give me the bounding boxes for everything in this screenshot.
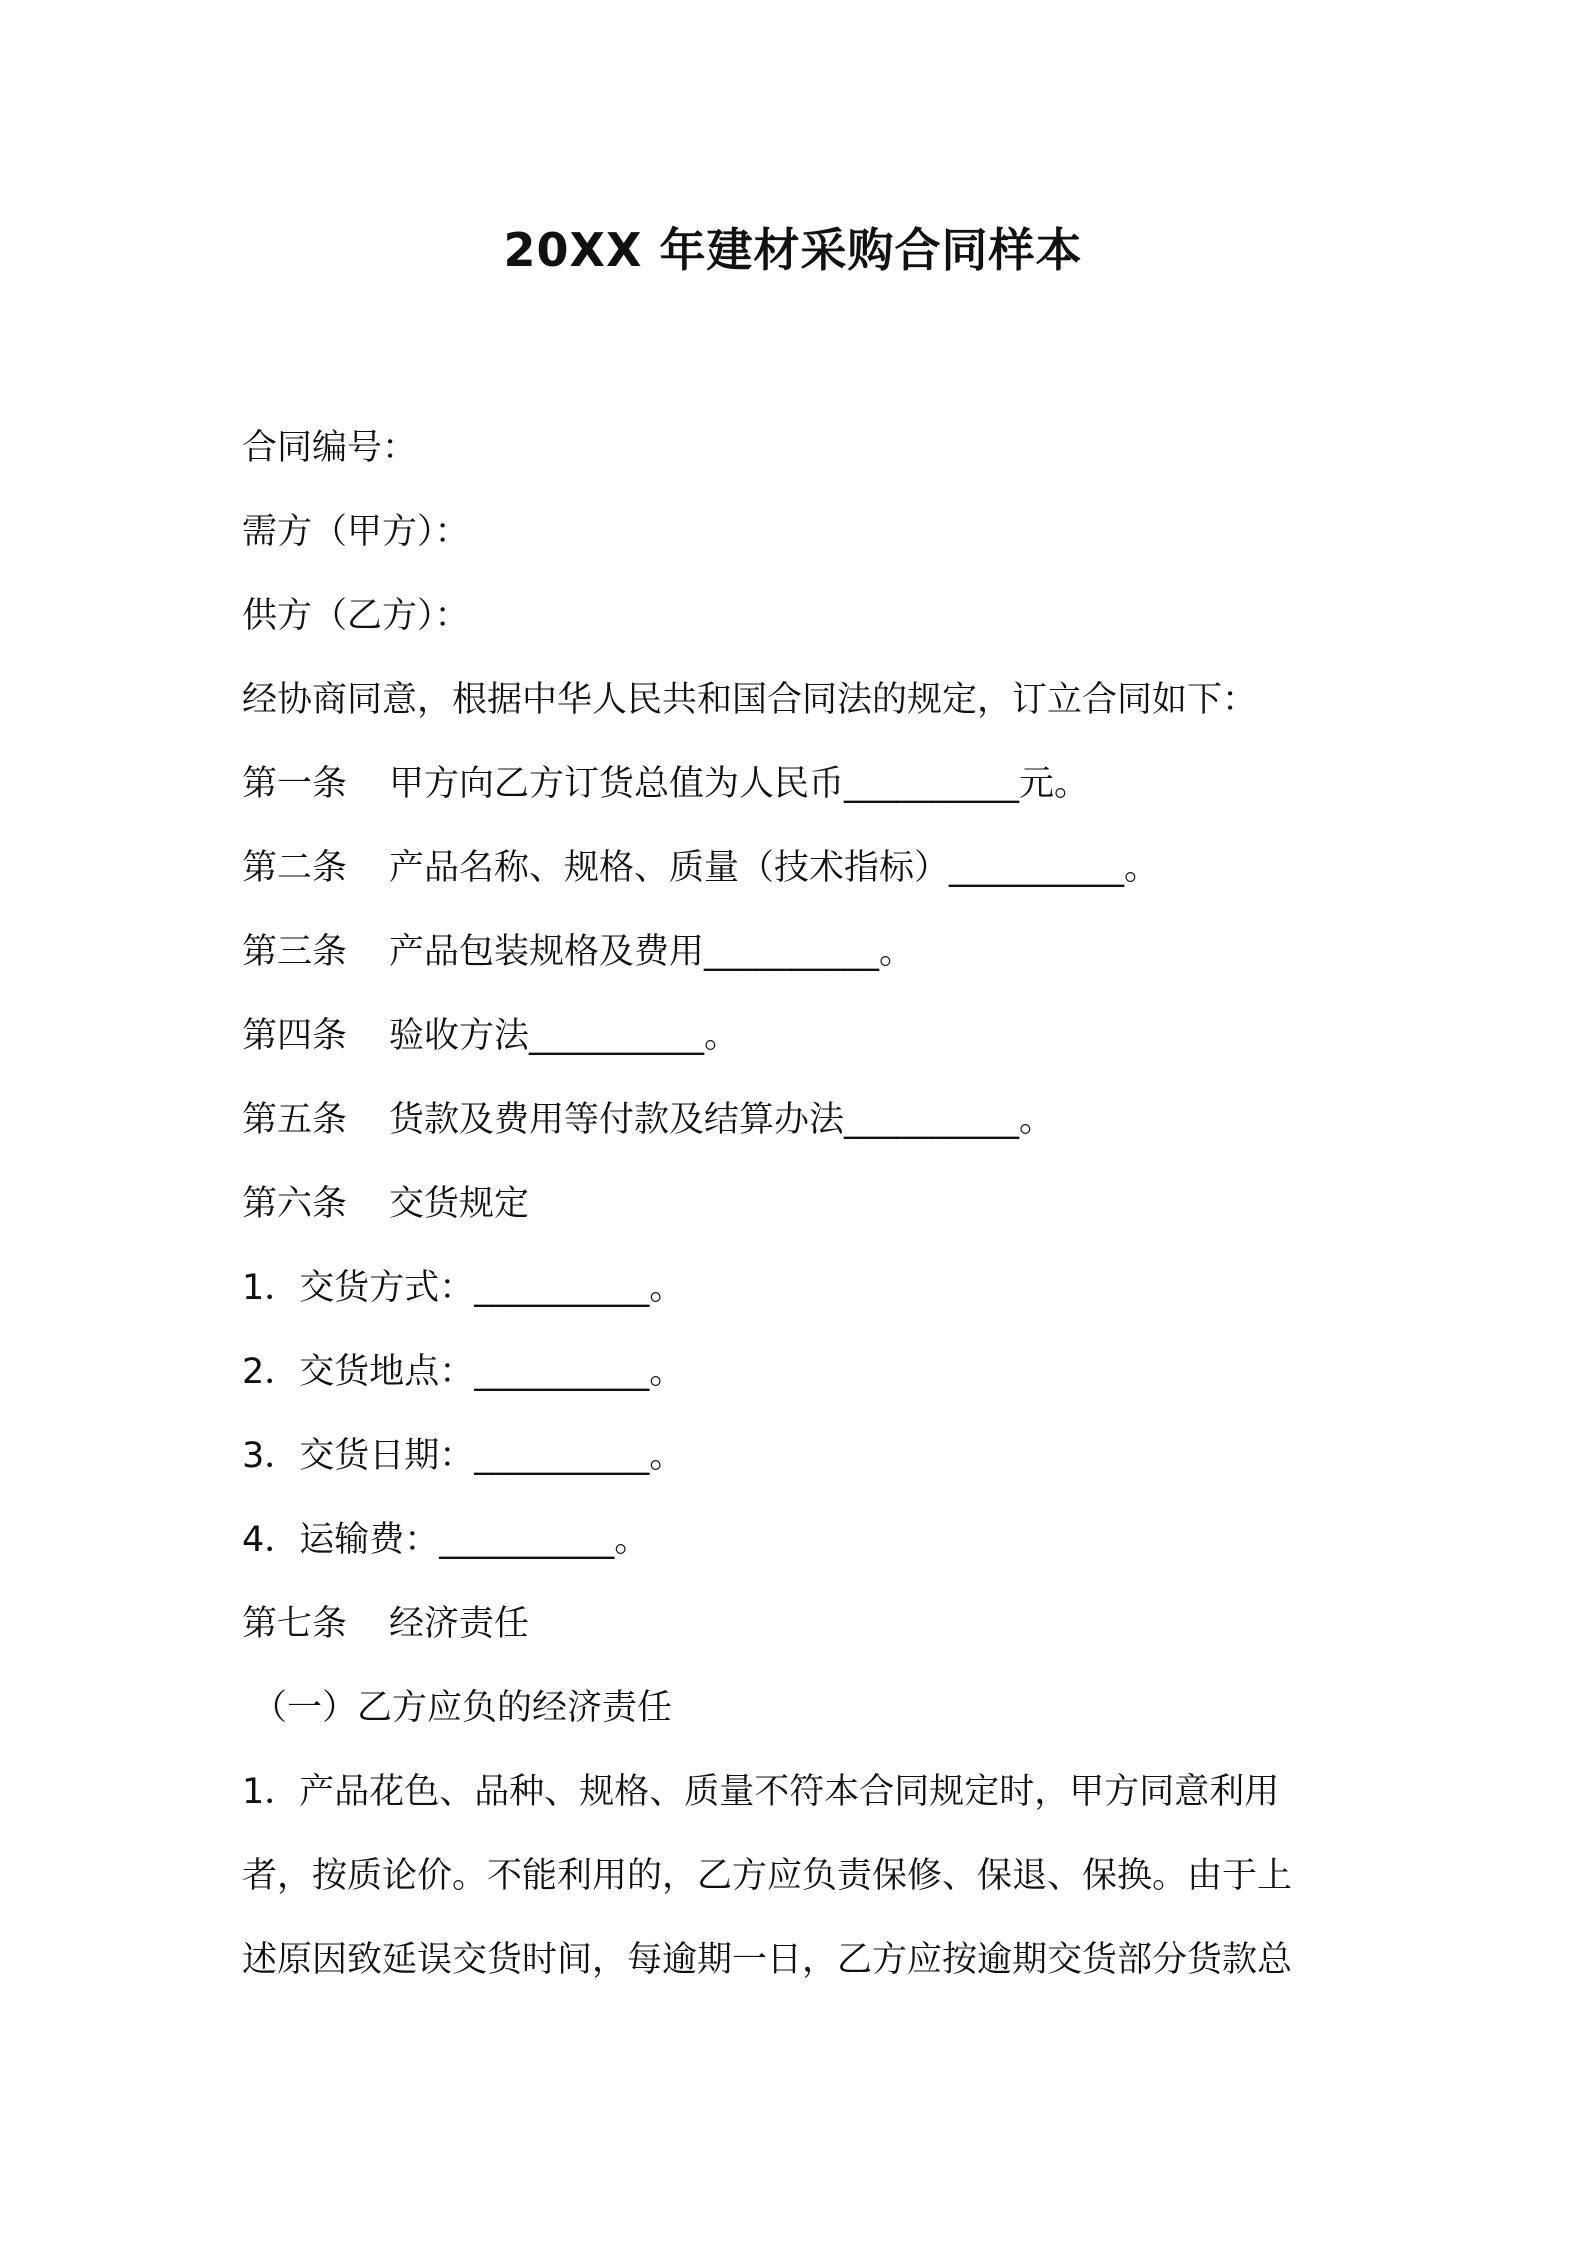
- article-4-text: 验收方法__________。: [389, 1016, 740, 1056]
- freight-line: 4．运输费：__________。: [242, 1520, 650, 1560]
- liability-text-line-2: 者，按质论价。不能利用的，乙方应负责保修、保退、保换。由于上: [242, 1856, 1293, 1896]
- article-2-number: 第二条: [242, 848, 348, 888]
- article-7-number: 第七条: [242, 1604, 348, 1644]
- delivery-method-line: 1．交货方式：__________。: [242, 1268, 685, 1308]
- preamble-line: 经协商同意，根据中华人民共和国合同法的规定，订立合同如下：: [242, 680, 1258, 720]
- delivery-place-line: 2．交货地点：__________。: [242, 1352, 685, 1392]
- article-4-number: 第四条: [242, 1016, 348, 1056]
- article-5-number: 第五条: [242, 1100, 348, 1140]
- article-7-line: [242, 1582, 1362, 1666]
- buyer-line: 需方（甲方）：: [242, 512, 470, 552]
- article-1-line: [242, 742, 1362, 826]
- article-6-number: 第六条: [242, 1184, 348, 1224]
- liability-text-line-3: 述原因致延误交货时间，每逾期一日，乙方应按逾期交货部分货款总: [242, 1940, 1293, 1980]
- article-3-line: [242, 910, 1362, 994]
- article-5-text: 货款及费用等付款及结算办法__________。: [389, 1100, 1055, 1140]
- article-1-text: 甲方向乙方订货总值为人民币__________元。: [389, 764, 1090, 804]
- article-2-text: 产品名称、规格、质量（技术指标）__________。: [389, 848, 1160, 888]
- article-3-text: 产品包装规格及费用__________。: [389, 932, 915, 972]
- article-7-text: 经济责任: [389, 1604, 530, 1644]
- delivery-date-line: 3．交货日期：__________。: [242, 1436, 685, 1476]
- liability-text-line-1: 1．产品花色、品种、规格、质量不符本合同规定时，甲方同意利用: [242, 1772, 1280, 1812]
- article-2-line: [242, 826, 1362, 910]
- article-3-number: 第三条: [242, 932, 348, 972]
- article-1-number: 第一条: [242, 764, 348, 804]
- document-body: [242, 406, 1362, 2002]
- supplier-line: 供方（乙方）：: [242, 596, 470, 636]
- article-6-line: [242, 1162, 1362, 1246]
- supplier-liability-heading: （一）乙方应负的经济责任: [252, 1688, 673, 1728]
- article-4-line: [242, 994, 1362, 1078]
- contract-number-line: 合同编号：: [242, 428, 418, 468]
- document-title: 20XX 年建材采购合同样本: [503, 223, 1083, 277]
- article-6-text: 交货规定: [389, 1184, 530, 1224]
- article-5-line: [242, 1078, 1362, 1162]
